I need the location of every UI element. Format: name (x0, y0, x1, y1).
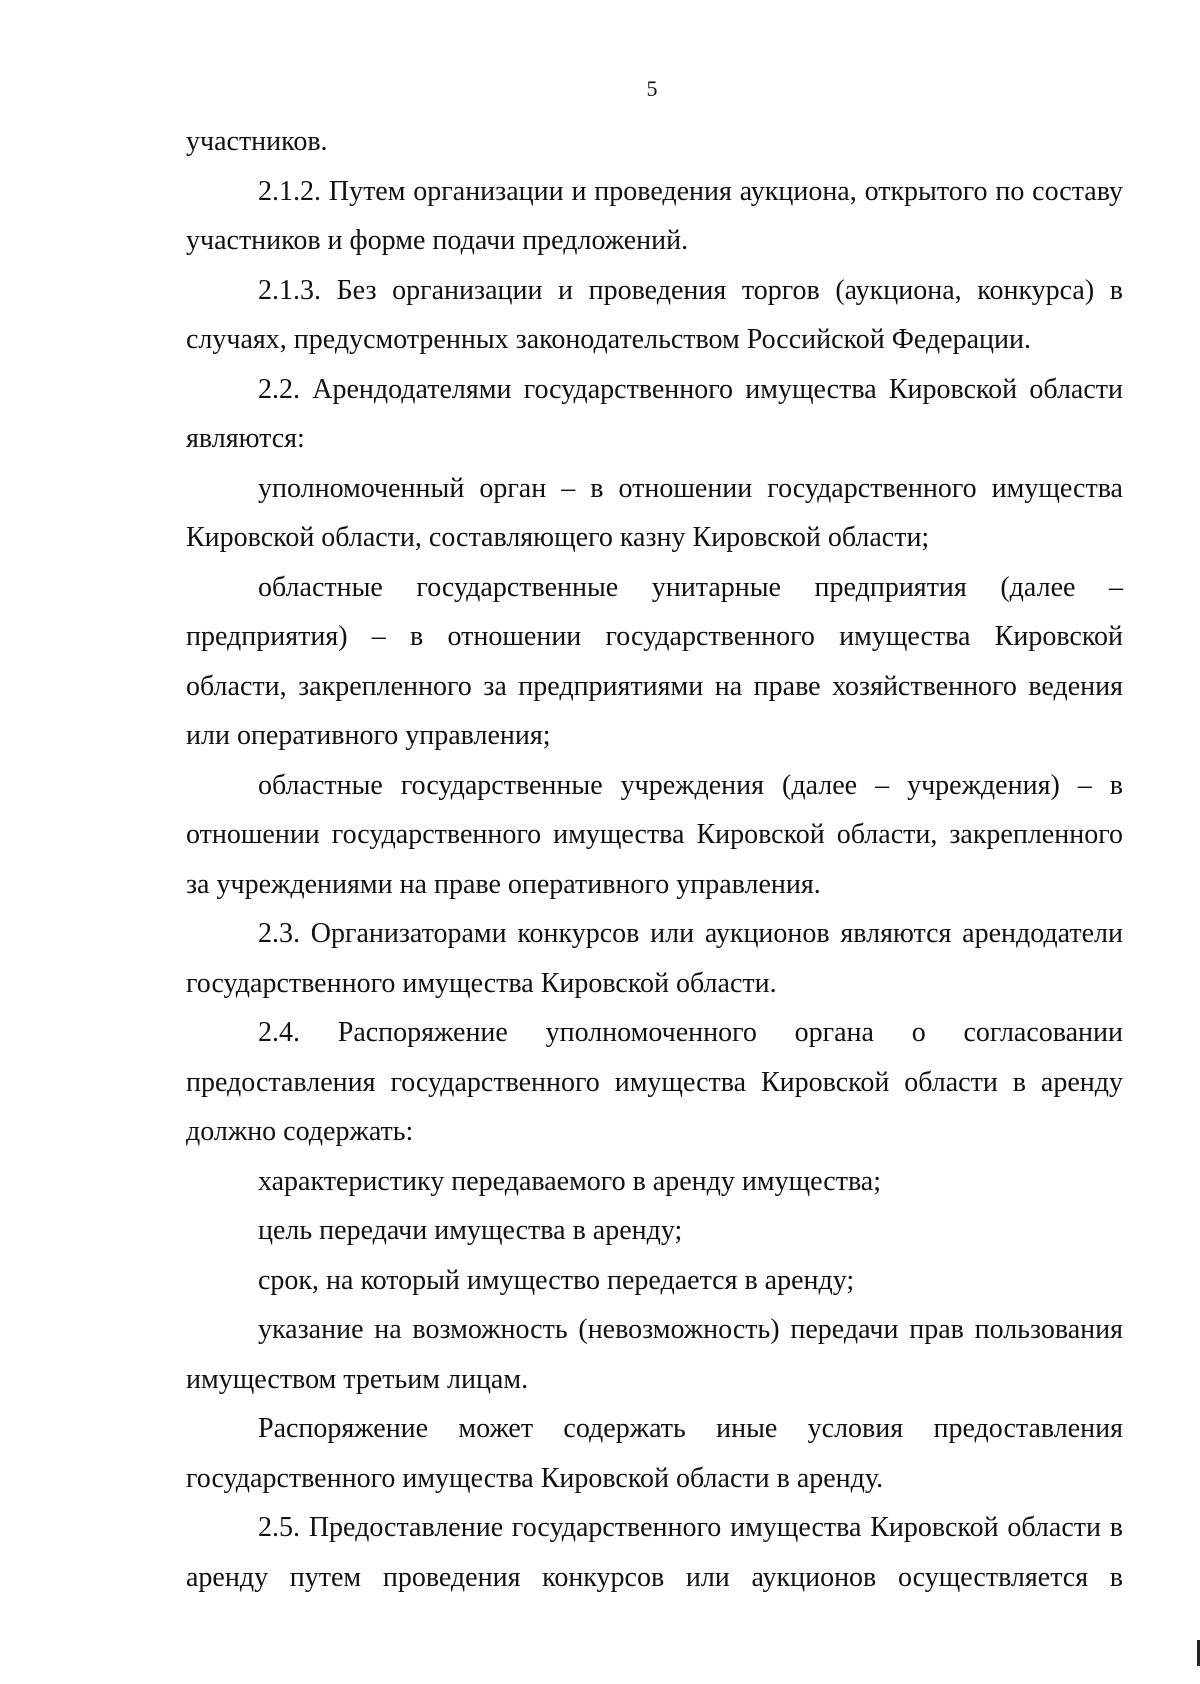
paragraph: Распоряжение может содержать иные условия предоставления государственного имущества Кировской области в аренду. (186, 1413, 1123, 1494)
paragraph: областные государственные унитарные предприятия (далее – предприятия) – в отношении государственного имущества Кировской области, закрепленного за предприятиями на праве хозяйственного ведения или оперативного управления; (186, 571, 1123, 751)
document-body (186, 117, 1123, 1602)
paragraph: 2.5. Предоставление государственного имущества Кировской области в аренду путем проведения конкурсов или аукционов осуществляется в (186, 1512, 1123, 1593)
list-item: цель передачи имущества в аренду; (258, 1215, 683, 1246)
paragraph: 2.1.3. Без организации и проведения торгов (аукциона, конкурса) в случаях, предусмотренных законодательством Российской Федерации. (186, 274, 1123, 355)
list-item: срок, на который имущество передается в аренду; (258, 1264, 855, 1296)
paragraph: 2.1.2. Путем организации и проведения аукциона, открытого по составу участников и форме подачи предложений. (186, 175, 1123, 256)
list-item: характеристику передаваемого в аренду имущества; (258, 1165, 881, 1197)
paragraph: уполномоченный орган – в отношении государственного имущества Кировской области, составляющего казну Кировской области; (186, 472, 1123, 553)
paragraph: областные государственные учреждения (далее – учреждения) – в отношении государственного имущества Кировской области, закрепленного за учреждениями на праве оперативного управления. (186, 769, 1123, 900)
paragraph: участников. (186, 126, 328, 157)
paragraph: 2.2. Арендодателями государственного имущества Кировской области являются: (186, 373, 1123, 454)
paragraph: 2.3. Организаторами конкурсов или аукционов являются арендодатели государственного имущества Кировской области. (186, 918, 1123, 999)
page-number: 5 (646, 76, 658, 101)
paragraph: 2.4. Распоряжение уполномоченного органа о согласовании предоставления государственного имущества Кировской области в аренду должно содержать: (186, 1017, 1123, 1147)
list-item: указание на возможность (невозможность) передачи прав пользования имуществом третьим лицам. (186, 1314, 1123, 1395)
